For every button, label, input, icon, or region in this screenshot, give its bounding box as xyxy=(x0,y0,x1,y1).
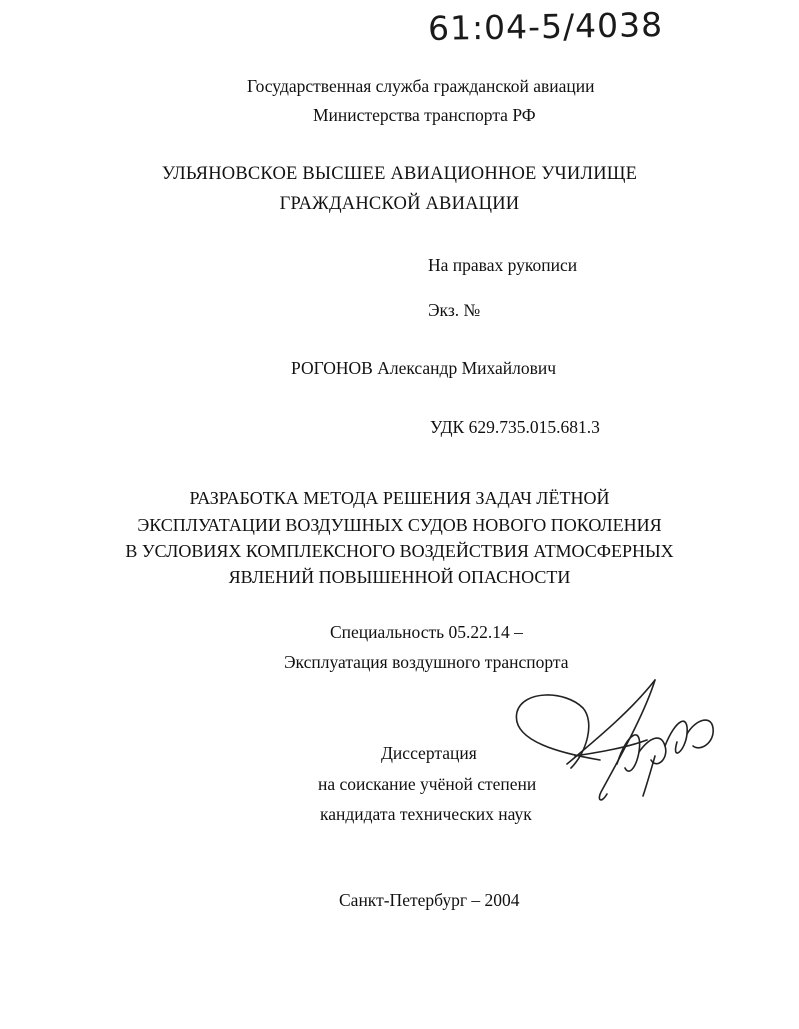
handwritten-signature xyxy=(505,672,720,822)
udc-code: УДК 629.735.015.681.3 xyxy=(430,417,600,437)
specialty-code: Специальность 05.22.14 – xyxy=(330,622,523,642)
specialty-name: Эксплуатация воздушного транспорта xyxy=(284,652,569,672)
thesis-title-line-1: РАЗРАБОТКА МЕТОДА РЕШЕНИЯ ЗАДАЧ ЛЁТНОЙ xyxy=(189,488,610,508)
city-year: Санкт-Петербург – 2004 xyxy=(339,890,520,910)
copy-number: Экз. № xyxy=(428,300,481,320)
institution-line-2: ГРАЖДАНСКОЙ АВИАЦИИ xyxy=(279,194,520,214)
manuscript-rights: На правах рукописи xyxy=(428,255,578,275)
institution-line-1: УЛЬЯНОВСКОЕ ВЫСШЕЕ АВИАЦИОННОЕ УЧИЛИЩЕ xyxy=(161,164,638,184)
archive-number: 61:04-5/4038 xyxy=(427,4,664,49)
header-line-2: Министерства транспорта РФ xyxy=(313,105,536,125)
degree-line-1: на соискание учёной степени xyxy=(318,774,537,794)
dissertation-label: Диссертация xyxy=(381,743,477,763)
author-name: РОГОНОВ Александр Михайлович xyxy=(291,358,557,378)
header-line-1: Государственная служба гражданской авиации xyxy=(247,76,595,96)
degree-line-2: кандидата технических наук xyxy=(320,804,532,824)
thesis-title-line-2: ЭКСПЛУАТАЦИИ ВОЗДУШНЫХ СУДОВ НОВОГО ПОКОЛЕНИЯ xyxy=(137,515,662,535)
thesis-title-line-4: ЯВЛЕНИЙ ПОВЫШЕННОЙ ОПАСНОСТИ xyxy=(228,567,571,587)
thesis-title-line-3: В УСЛОВИЯХ КОМПЛЕКСНОГО ВОЗДЕЙСТВИЯ АТМОСФЕРНЫХ xyxy=(125,541,674,561)
